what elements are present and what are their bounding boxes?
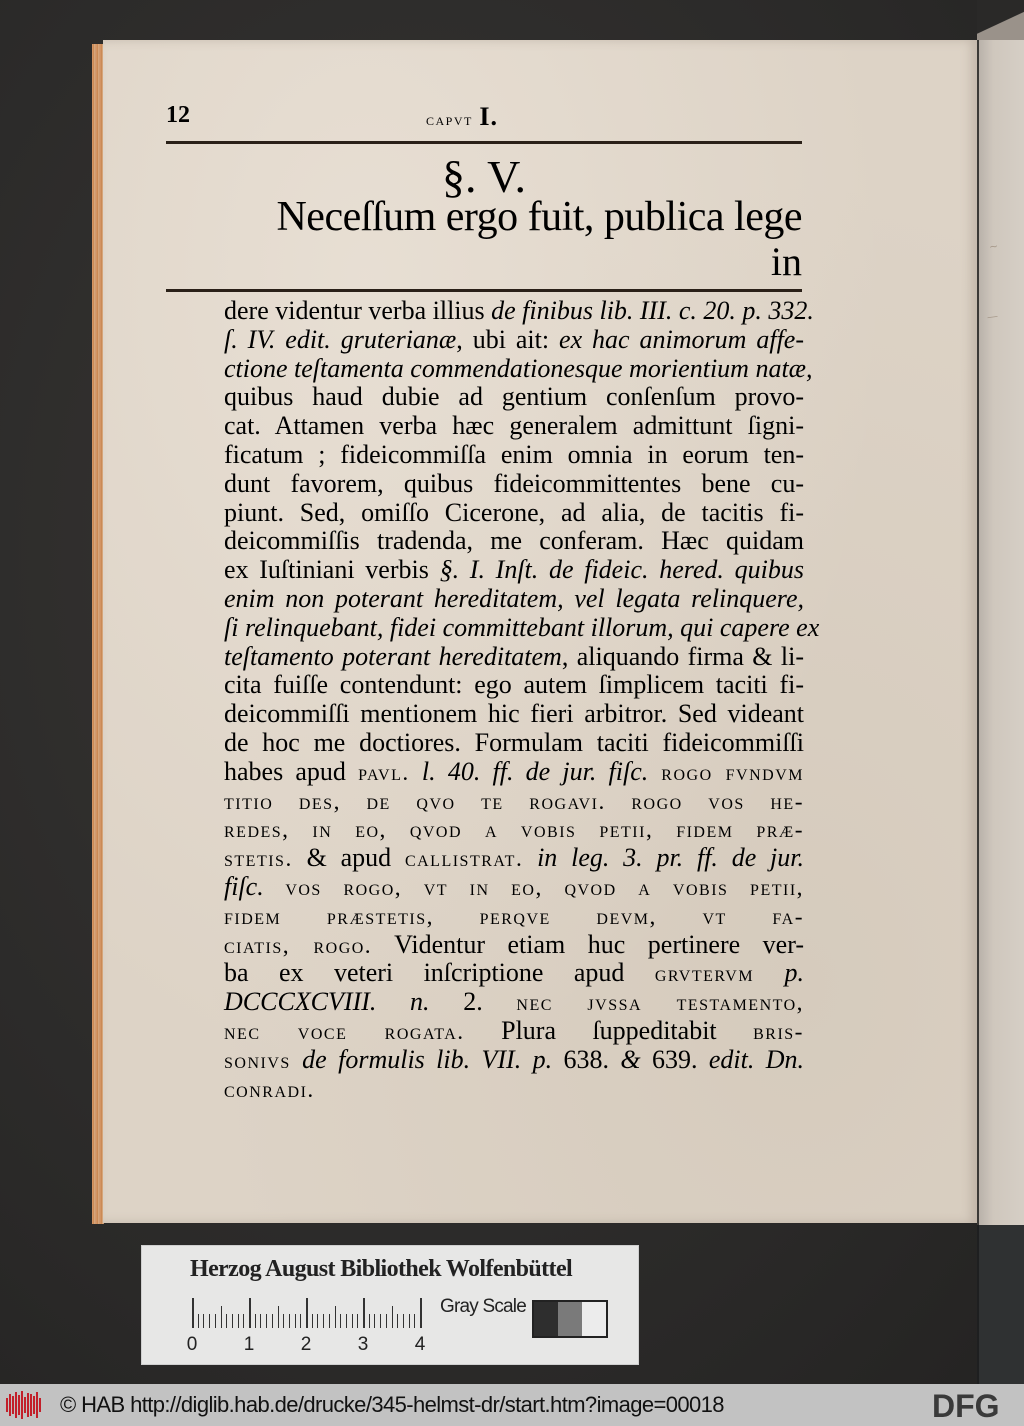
body-text [224, 296, 820, 1103]
italic-run: in leg. 3. pr. ff. de jur. [523, 843, 805, 873]
ruler-tick [386, 1314, 387, 1328]
italic-run: & [620, 1044, 641, 1074]
footer-bar [0, 1384, 1024, 1426]
running-title-caps: capvt [426, 110, 473, 129]
text-line [224, 988, 804, 1017]
italic-run: p. [754, 958, 804, 988]
ruler-tick [278, 1306, 279, 1328]
hab-logo-icon [6, 1391, 44, 1419]
text-line [224, 1017, 804, 1046]
ruler-tick [289, 1314, 290, 1328]
gray-scale-label: Gray Scale [440, 1296, 526, 1317]
page-number: 12 [166, 102, 190, 128]
italic-run: de formulis lib. VII. p. [290, 1044, 553, 1074]
gray-scale-chart [532, 1300, 608, 1338]
text-line [224, 931, 804, 960]
text-line [224, 729, 804, 758]
italic-run: ex hac animorum affe- [559, 324, 804, 354]
ruler-tick [221, 1306, 222, 1328]
text-line [224, 815, 804, 844]
section-title: Neceſſum ergo fuit, publica lege [276, 194, 802, 240]
text-run: 639. [640, 1044, 709, 1074]
text-line [224, 902, 804, 931]
text-line [224, 643, 804, 672]
ruler-tick [397, 1314, 398, 1328]
ruler-tick [226, 1314, 227, 1328]
small-caps-run: fidem præstetis, perqve devm, vt fa- [224, 903, 804, 930]
ruler-tick [420, 1298, 422, 1328]
italic-run: DCCCXCVIII. n. [224, 987, 430, 1017]
ruler-tick [209, 1314, 210, 1328]
catchword: in [770, 239, 802, 284]
copyright-link[interactable]: © HAB http://diglib.hab.de/drucke/345-helmst-dr/start.htm?image=00018 [60, 1392, 724, 1417]
small-caps-run: nec voce rogata. [224, 1018, 465, 1045]
text-run: 2. [429, 987, 517, 1017]
ruler-tick [198, 1314, 199, 1328]
ruler-tick [317, 1314, 318, 1328]
text-run: habes apud [224, 756, 359, 786]
ruler-tick [409, 1314, 410, 1328]
text-line [224, 353, 813, 384]
next-page-shadow [977, 0, 1024, 45]
ruler-tick [352, 1314, 353, 1328]
header-rule [166, 141, 802, 144]
ruler-tick [335, 1306, 336, 1328]
italic-run: §. I. Inſt. de fideic. hered. quibus [439, 555, 804, 585]
italic-run: l. 40. ff. de jur. fiſc. [409, 756, 649, 786]
ruler-tick [249, 1298, 251, 1328]
small-caps-run: pavl. [358, 759, 410, 786]
ruler-tick [238, 1314, 239, 1328]
text-run: ficatum ; fideicommiſſa enim omnia in eorum ten- [224, 439, 804, 469]
small-caps-run: vos rogo, vt in eo, qvod a vobis petii, [263, 874, 804, 901]
ruler [186, 1298, 426, 1355]
small-caps-run: bris- [753, 1018, 804, 1045]
section-rule [166, 289, 802, 292]
facing-page-bottom [977, 1225, 1024, 1385]
text-run: cita fuiſſe contendunt: ego autem ſimplicem taciti fi- [224, 670, 804, 700]
ruler-tick [283, 1314, 284, 1328]
text-line [224, 873, 804, 902]
text-line [224, 326, 804, 355]
chapter-number: I. [479, 102, 498, 131]
text-run: , aliquando firma & li- [561, 641, 804, 671]
small-caps-run: stetis. [224, 846, 293, 873]
text-line [224, 671, 804, 700]
ruler-tick [329, 1314, 330, 1328]
text-run: deicommiſſi mentionem hic fieri arbitror. Sed videant [224, 699, 804, 729]
text-line [224, 844, 804, 873]
ruler-tick [272, 1314, 273, 1328]
ruler-tick [232, 1314, 233, 1328]
gray-swatch [534, 1302, 558, 1336]
ruler-tick [403, 1314, 404, 1328]
ruler-label: 3 [357, 1334, 369, 1355]
text-run: dunt favorem, quibus fideicommittentes bene cu- [224, 468, 804, 498]
text-line [224, 470, 804, 499]
ruler-label: 0 [186, 1334, 198, 1355]
italic-run: ſ. IV. edit. gruterianæ [224, 324, 457, 354]
library-name: Herzog August Bibliothek Wolfenbüttel [190, 1256, 573, 1282]
italic-run: fiſc. [224, 871, 264, 901]
small-caps-run: titio des, de qvo te rogavi. rogo vos he- [224, 788, 804, 815]
text-line [224, 758, 804, 787]
ruler-tick [374, 1314, 375, 1328]
text-run: & apud [292, 843, 405, 873]
text-run: cat. Attamen verba hæc generalem admittunt ſigni- [224, 411, 804, 441]
text-line [224, 1046, 804, 1075]
facing-page-edge [977, 40, 1024, 1240]
marginalia: ~ [988, 239, 1000, 254]
running-head [166, 100, 802, 136]
small-caps-run: rogo fvndvm [648, 759, 804, 786]
text-run: piunt. Sed, omiſſo Cicerone, ad alia, de tacitis fi- [224, 497, 804, 527]
ruler-tick [346, 1314, 347, 1328]
small-caps-run: nec jvssa testamento, [516, 990, 805, 1017]
text-run: dere videntur verba illius [224, 296, 492, 325]
text-run: Videntur etiam huc pertinere ver- [372, 929, 804, 959]
small-caps-run: grvtervm [654, 961, 755, 988]
ruler-tick [192, 1298, 194, 1328]
text-line [224, 412, 804, 441]
gray-swatch [558, 1302, 582, 1336]
text-run: Plura ſuppeditabit [464, 1015, 754, 1045]
italic-run: teſtamento poterant hereditatem [224, 641, 562, 671]
ruler-tick [306, 1298, 308, 1328]
text-line [224, 499, 804, 528]
section-mark: §. V. [442, 151, 526, 202]
ruler-tick [369, 1314, 370, 1328]
italic-run: enim non poterant hereditatem, vel legata relinquere, [224, 583, 804, 613]
ruler-tick [215, 1314, 216, 1328]
gray-swatch [582, 1302, 606, 1336]
text-line [224, 296, 814, 326]
running-title [426, 102, 498, 132]
ruler-tick [295, 1314, 296, 1328]
text-run: ba ex veteri inſcriptione apud [224, 958, 655, 988]
small-caps-run: redes, in eo, qvod a vobis petii, fidem præ- [224, 817, 804, 844]
ruler-tick [340, 1314, 341, 1328]
text-run: de hoc me doctiores. Formulam taciti fideicommiſſi [224, 727, 804, 757]
italic-run: ctione teſtamenta commendationesque morientium natæ, [224, 353, 813, 383]
text-line [224, 1075, 804, 1104]
small-caps-run: sonivs [224, 1047, 291, 1074]
text-line [224, 441, 804, 470]
italic-run: de finibus lib. III. c. 20. p. 332. [491, 296, 814, 325]
ruler-tick [255, 1314, 256, 1328]
small-caps-run: callistrat. [404, 846, 524, 873]
italic-run: ſi relinquebant, fidei committebant illorum, qui capere ex [224, 612, 820, 642]
text-line [224, 527, 804, 556]
dfg-logo: DFG [932, 1388, 1000, 1424]
text-line [224, 383, 804, 412]
ruler-tick [300, 1314, 301, 1328]
marginalia: — [986, 309, 999, 324]
ruler-tick [312, 1314, 313, 1328]
text-line [224, 787, 804, 816]
text-run: , ubi ait: [456, 324, 560, 354]
ruler-label: 4 [414, 1334, 426, 1355]
ruler-tick [363, 1298, 365, 1328]
ruler-tick [203, 1314, 204, 1328]
ruler-label: 2 [300, 1334, 312, 1355]
text-run: ex Iuſtiniani verbis [224, 555, 440, 585]
text-run: deicommiſſis tradenda, me conferam. Hæc quidam [224, 526, 804, 556]
text-run: quibus haud dubie ad gentium conſenſum provo- [224, 382, 804, 412]
ruler-tick [392, 1306, 393, 1328]
ruler-tick [260, 1314, 261, 1328]
ruler-label: 1 [243, 1334, 255, 1355]
text-line [224, 556, 804, 585]
ruler-tick [414, 1314, 415, 1328]
text-line [224, 585, 804, 614]
ruler-tick [380, 1314, 381, 1328]
small-caps-run: ciatis, rogo. [224, 932, 373, 959]
text-line [224, 959, 804, 988]
ruler-tick [266, 1314, 267, 1328]
ruler-tick [357, 1314, 358, 1328]
ruler-tick [243, 1314, 244, 1328]
scale-card [141, 1245, 639, 1365]
ruler-tick [323, 1314, 324, 1328]
text-run: 638. [552, 1044, 621, 1074]
text-line [224, 700, 804, 729]
text-line [224, 612, 820, 643]
small-caps-run: conradi. [224, 1076, 315, 1103]
italic-run: edit. Dn. [708, 1044, 805, 1074]
